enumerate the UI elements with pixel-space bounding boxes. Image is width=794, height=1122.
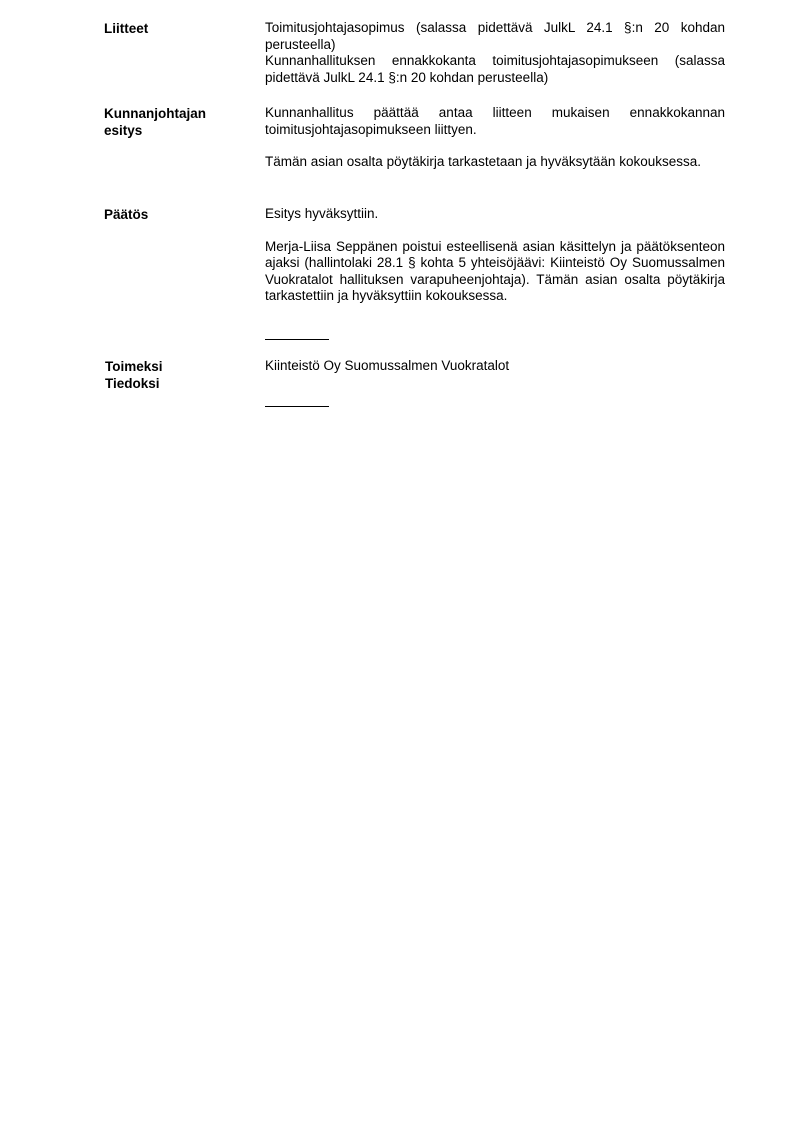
label-text: Kunnanjohtajan bbox=[104, 106, 206, 121]
section-label-toimeksi bbox=[105, 358, 255, 392]
attachment-item: Toimitusjohtajasopimus (salassa pidettävä JulkL 24.1 §:n 20 kohdan perusteella) bbox=[265, 20, 725, 52]
label-text: Tiedoksi bbox=[105, 376, 160, 391]
label-text: Liitteet bbox=[104, 21, 149, 36]
attachment-item: Kunnanhallituksen ennakkokanta toimitusjohtajasopimukseen (salassa pidettävä JulkL 24.1 §:n 20 kohdan perusteella) bbox=[265, 53, 725, 85]
section-content-esitys bbox=[265, 105, 725, 171]
recipient-text: Kiinteistö Oy Suomussalmen Vuokratalot bbox=[265, 358, 510, 373]
label-text: esitys bbox=[104, 123, 143, 138]
section-content-toimeksi bbox=[265, 358, 725, 375]
proposal-paragraph: Tämän asian osalta pöytäkirja tarkastetaan ja hyväksytään kokouksessa. bbox=[265, 154, 701, 169]
section-divider bbox=[265, 406, 329, 407]
label-text: Päätös bbox=[104, 207, 149, 222]
section-label-esitys bbox=[104, 105, 254, 139]
label-text: Toimeksi bbox=[105, 359, 163, 374]
proposal-paragraph: Kunnanhallitus päättää antaa liitteen mukaisen ennakkokannan toimitusjohtajasopimukseen liittyen. bbox=[265, 105, 725, 137]
section-label-paatos bbox=[104, 206, 254, 223]
section-content-paatos bbox=[265, 206, 725, 305]
section-content-liitteet bbox=[265, 20, 725, 86]
section-divider bbox=[265, 339, 329, 340]
decision-paragraph: Esitys hyväksyttiin. bbox=[265, 206, 379, 221]
section-label-liitteet bbox=[104, 20, 254, 37]
decision-paragraph: Merja-Liisa Seppänen poistui esteellisenä asian käsittelyn ja päätöksenteon ajaksi (hallintolaki 28.1 § kohta 5 yhteisöjäävi: Kiinteistö Oy Suomussalmen Vuokratalot hallituksen varapuheenjohtaja). Tämän asian osalta pöytäkirja tarkastettiin ja hyväksyttiin kokouksessa. bbox=[265, 238, 725, 303]
